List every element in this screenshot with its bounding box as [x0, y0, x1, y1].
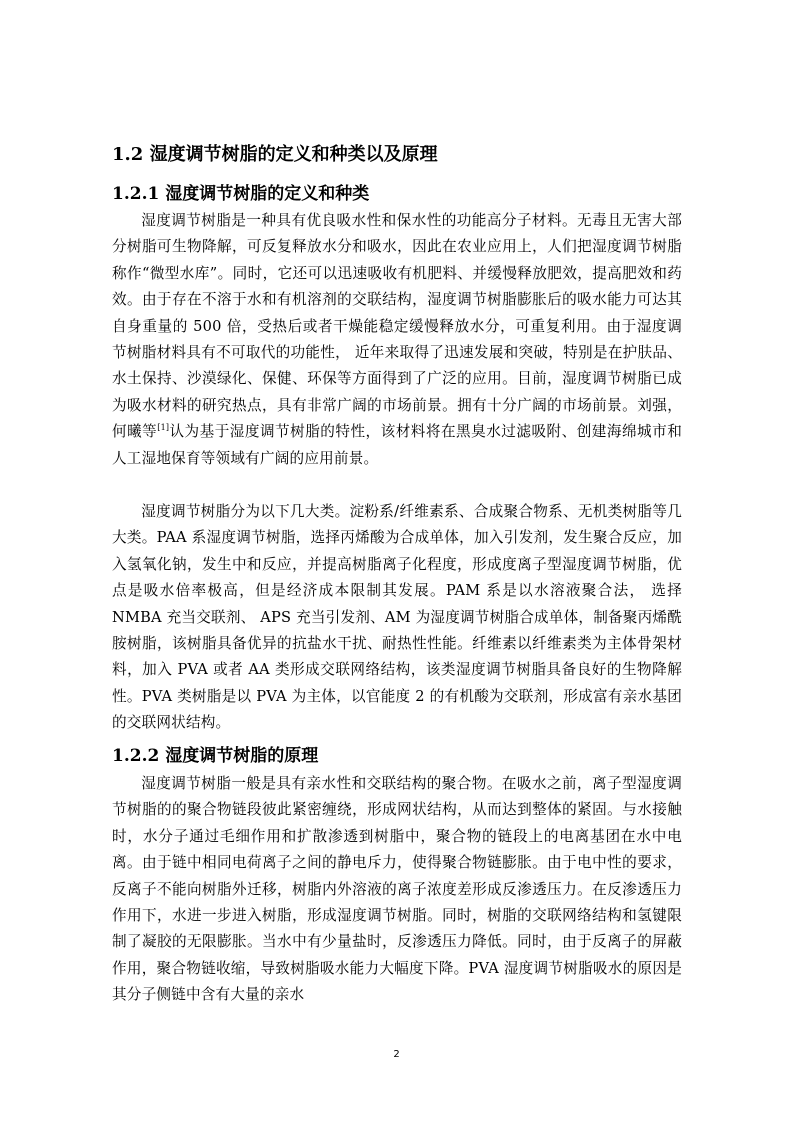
paragraph-text: 认为基于湿度调节树脂的特性，该材料将在黑臭水过滤吸附、创建海绵城市和人工湿地保育等领域有广阔的应用前景。: [112, 423, 682, 467]
paragraph-principle: 湿度调节树脂一般是具有亲水性和交联结构的聚合物。在吸水之前，离子型湿度调节树脂的的聚合物链段彼此紧密缠绕，形成网状结构，从而达到整体的紧固。与水接触时，水分子通过毛细作用和扩散渗透到树脂中，聚合物的链段上的电离基团在水中电离。由于链中相同电荷离子之间的静电斥力，使得聚合物链膨胀。由于电中性的要求，反离子不能向树脂外迁移，树脂内外溶液的离子浓度差形成反渗透压力。在反渗透压力作用下，水进一步进入树脂，形成湿度调节树脂。同时，树脂的交联网络结构和氢键限制了凝胶的无限膨胀。当水中有少量盐时，反渗透压力降低。同时，由于反离子的屏蔽作用，聚合物链收缩，导致树脂吸水能力大幅度下降。PVA 湿度调节树脂吸水的原因是其分子侧链中含有大量的亲水: [112, 775, 682, 1004]
page-number: 2: [393, 1049, 400, 1060]
section-heading: 1.2 湿度调节树脂的定义和种类以及原理: [112, 144, 438, 165]
paragraph-types: 湿度调节树脂分为以下几大类。淀粉系/纤维素系、合成聚合物系、无机类树脂等几大类。PAA 系湿度调节树脂，选择丙烯酸为合成单体，加入引发剂，发生聚合反应，加入氢氧化钠，发生中和反应，并提高树脂离子化程度，形成度离子型湿度调节树脂，优点是吸水倍率极高，但是经济成本限制其发展。PAM 系是以水溶液聚合法， 选择 NMBA 充当交联剂、 APS 充当引发剂、AM 为湿度调节树脂合成单体，制备聚丙烯酰胺树脂，该树脂具备优异的抗盐水干扰、耐热性性能。纤维素以纤维素类为主体骨架材料，加入 PVA 或者 AA 类形成交联网络结构，该类湿度调节树脂具备良好的生物降解性。PVA 类树脂是以 PVA 为主体，以官能度 2 的有机酸为交联剂，形成富有亲水基团的交联网状结构。: [112, 503, 682, 732]
citation-reference[interactable]: [1]: [157, 423, 170, 433]
subsection-heading-definition: 1.2.1 湿度调节树脂的定义和种类: [112, 184, 370, 204]
paragraph-text: 湿度调节树脂是一种具有优良吸水性和保水性的功能高分子材料。无毒且无害大部分树脂可生物降解，可反复释放水分和吸水，因此在农业应用上，人们把湿度调节树脂称作“微型水库”。同时，它还可以迅速吸收有机肥料、并缓慢释放肥效，提高肥效和药效。由于存在不溶于水和有机溶剂的交联结构，湿度调节树脂膨胀后的吸水能力可达其自身重量的 500 倍，受热后或者干燥能稳定缓慢释放水分，可重复利用。由于湿度调节树脂材料具有不可取代的功能性， 近年来取得了迅速发展和突破，特别是在护肤品、水土保持、沙漠绿化、保健、环保等方面得到了广泛的应用。目前，湿度调节树脂已成为吸水材料的研究热点，具有非常广阔的市场前景。拥有十分广阔的市场前景。刘强，何曦等: [112, 212, 682, 441]
paragraph-definition: [112, 208, 682, 472]
subsection-heading-principle: 1.2.2 湿度调节树脂的原理: [112, 746, 319, 766]
